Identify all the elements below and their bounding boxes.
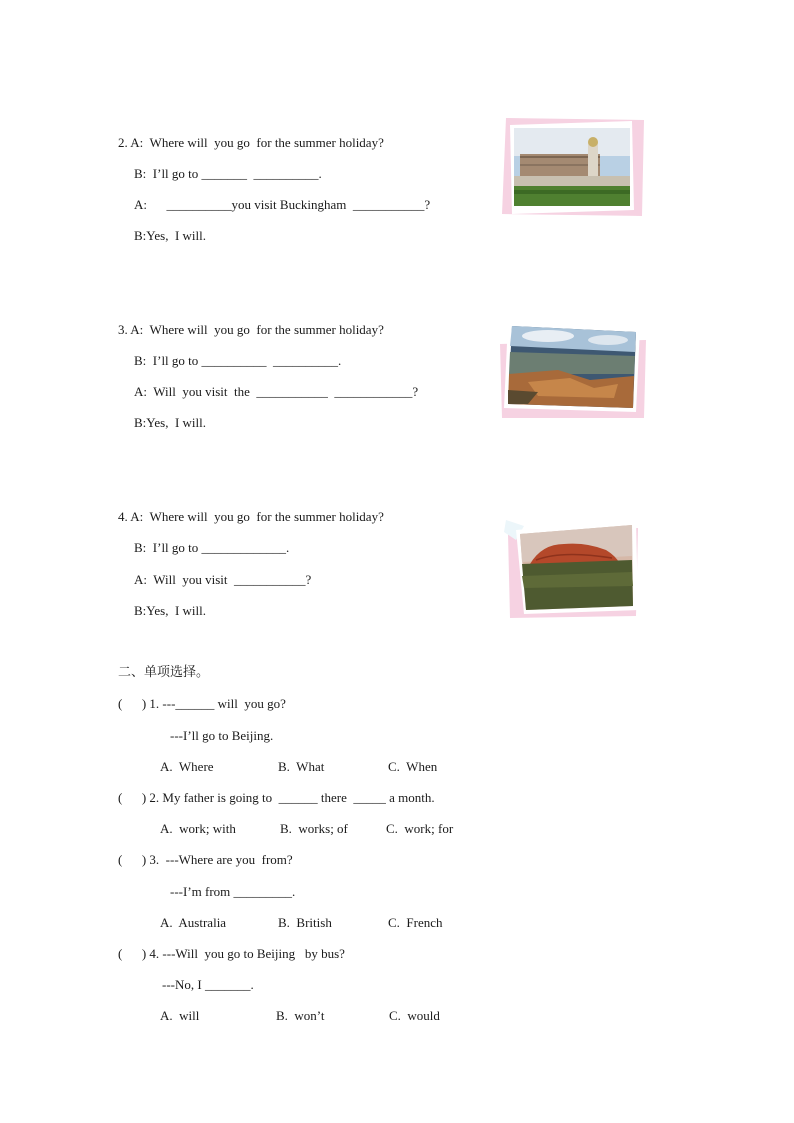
question-4-option-a: A. will [160,1008,200,1023]
dialogue-3-line-1: 3. A: Where will you go for the summer holiday? [118,322,384,337]
question-2-option-b: B. works; of [280,821,348,836]
dialogue-4-line-4: B:Yes, I will. [134,603,207,618]
uluru-photo [502,516,642,620]
section-two-heading: 二、单项选择。 [118,665,210,680]
question-3-option-c: C. French [388,915,443,930]
question-2-option-a: A. work; with [160,821,236,836]
dialogue-3-line-4: B:Yes, I will. [134,415,207,430]
question-1-answer-line: ---I’ll go to Beijing. [170,728,274,743]
dialogue-3-line-3: A: Will you visit the ___________ ____________? [134,384,419,399]
question-1-option-b: B. What [278,759,325,774]
grand-canyon-photo [498,318,646,420]
dialogue-2-line-2: B: I’ll go to _______ __________. [134,166,322,181]
question-4-option-c: C. would [389,1008,440,1023]
question-3-option-a: A. Australia [160,915,227,930]
question-1-option-c: C. When [388,759,438,774]
buckingham-palace-photo [500,116,646,220]
dialogue-2-line-4: B:Yes, I will. [134,228,207,243]
question-2-stem: ( ) 2. My father is going to ______ there _____ a month. [118,790,435,805]
question-4-answer-line: ---No, I _______. [162,977,254,992]
dialogue-4-line-1: 4. A: Where will you go for the summer holiday? [118,509,384,524]
question-1-stem: ( ) 1. ---______ will you go? [118,696,286,711]
question-3-option-b: B. British [278,915,332,930]
dialogue-4-line-3: A: Will you visit ___________? [134,572,312,587]
dialogue-4-line-2: B: I’ll go to _____________. [134,540,290,555]
question-3-answer-line: ---I’m from _________. [170,884,296,899]
dialogue-2-line-1: 2. A: Where will you go for the summer holiday? [118,135,384,150]
dialogue-2-line-3: A: __________you visit Buckingham ___________? [134,197,431,212]
question-4-option-b: B. won’t [276,1008,325,1023]
question-3-stem: ( ) 3. ---Where are you from? [118,852,293,867]
question-2-option-c: C. work; for [386,821,454,836]
question-1-option-a: A. Where [160,759,214,774]
dialogue-3-line-2: B: I’ll go to __________ __________. [134,353,342,368]
question-4-stem: ( ) 4. ---Will you go to Beijing by bus? [118,946,345,961]
